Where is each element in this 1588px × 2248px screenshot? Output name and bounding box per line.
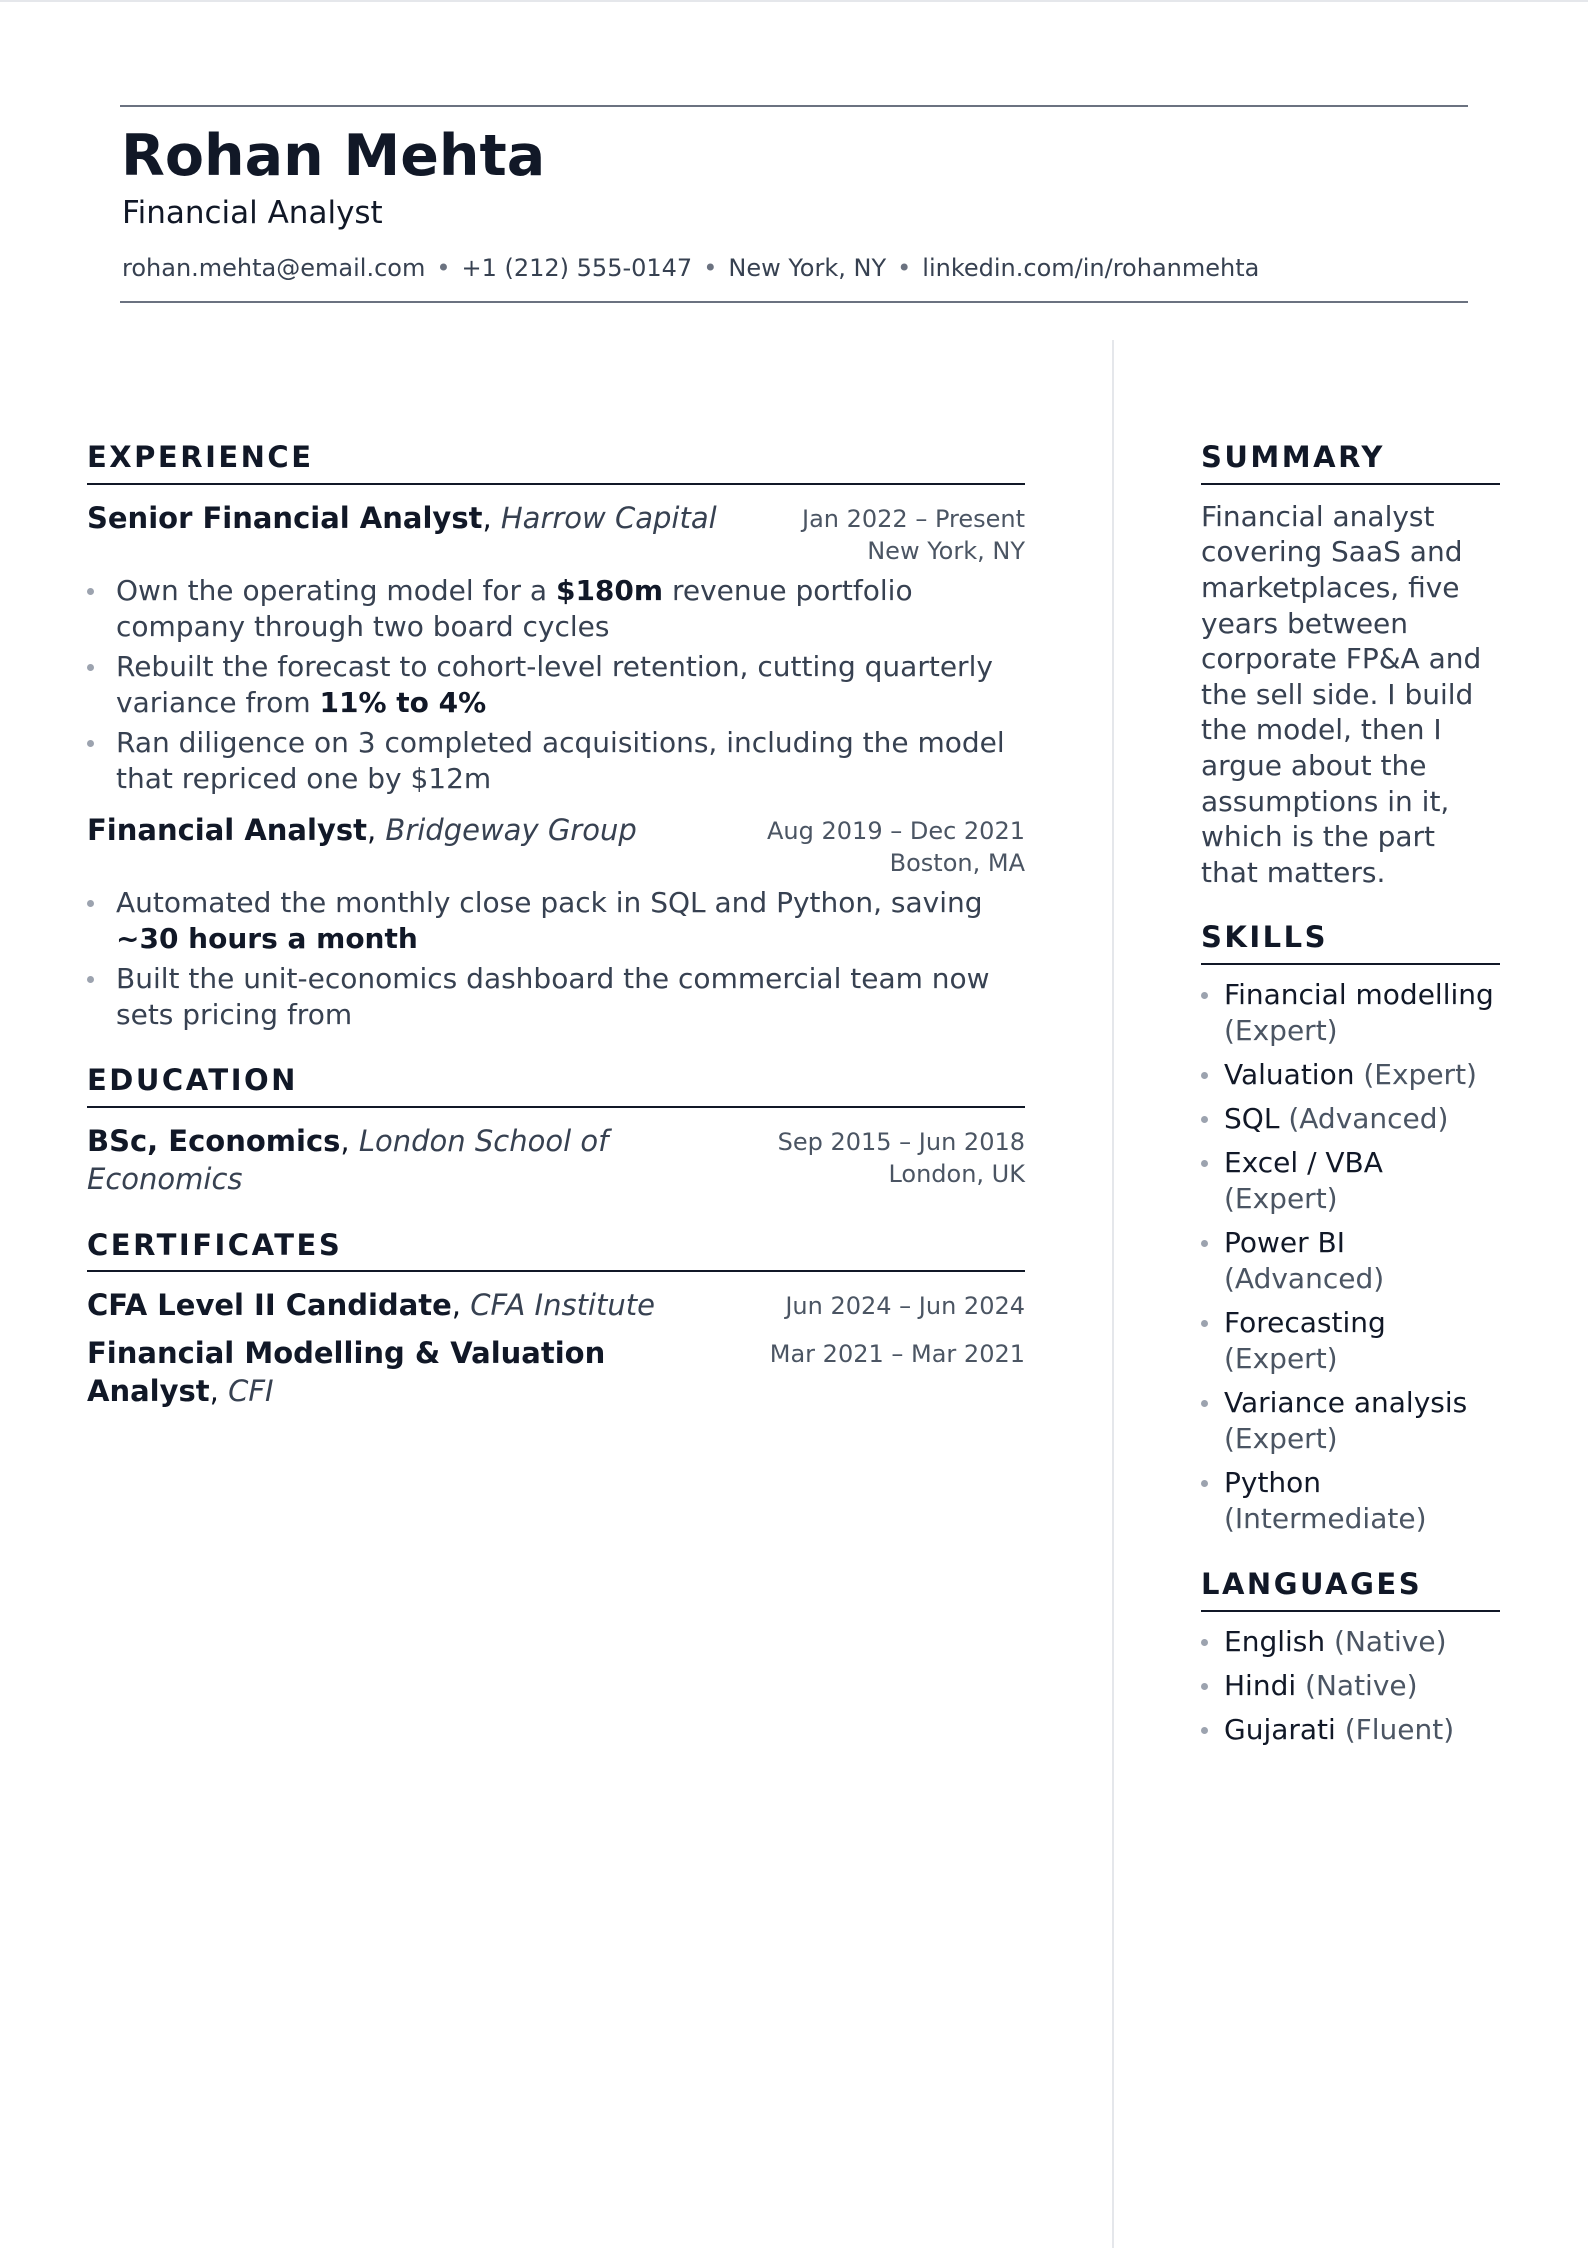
entry-title: CFA Level II Candidate, CFA Institute [87,1288,655,1323]
bullet-dot-icon [87,976,94,983]
language-item [1201,1712,1500,1748]
contact-linkedin[interactable]: linkedin.com/in/rohanmehta [922,254,1260,282]
skill-name: Power BI [1224,1226,1346,1260]
language-name: Hindi [1224,1668,1297,1702]
experience-section [87,440,1025,1033]
skill-item [1201,1145,1500,1217]
contact-phone[interactable]: +1 (212) 555-0147 [461,254,693,282]
languages-section [1201,1567,1500,1748]
skill-name: Valuation [1224,1058,1355,1092]
entry-meta [778,1122,1025,1190]
bullet-dot-icon [1201,1727,1208,1734]
skill-item [1201,1465,1500,1537]
skill-item [1201,1225,1500,1297]
entry-header [87,1122,1025,1198]
bullet-dot-icon [1201,1639,1208,1646]
entry-meta [802,499,1025,567]
language-item [1201,1624,1500,1660]
certificates-section [87,1228,1025,1411]
skill-name: SQL [1224,1102,1280,1136]
certificate-name: Financial Modelling & Valuation Analyst [87,1336,606,1409]
entry-meta [785,1286,1025,1322]
contact-separator: • [436,254,451,282]
languages-list [1201,1624,1500,1748]
entry-dates: Jun 2024 – Jun 2024 [785,1292,1025,1321]
language-name: English [1224,1624,1326,1658]
bullet-dot-icon [87,900,94,907]
certificate-issuer: CFI [228,1374,274,1409]
section-title: LANGUAGES [1201,1567,1500,1612]
summary-section [1201,440,1500,890]
sidebar-column [1201,440,1500,1778]
contact-line [122,254,1259,282]
certificate-entry [87,1286,1025,1324]
bullet-dot-icon [1201,992,1208,999]
section-title: SUMMARY [1201,440,1500,485]
entry-header [87,1334,1025,1410]
achievement-item: Own the operating model for a $180m revenue portfolio company through two board cycles [87,573,1025,645]
language-name: Gujarati [1224,1712,1336,1746]
language-level: (Native) [1334,1624,1447,1658]
entry-header [87,499,1025,567]
certificate-name: CFA Level II Candidate [87,1288,452,1323]
achievement-list [87,885,1025,1033]
bullet-dot-icon [1201,1240,1208,1247]
language-level: (Native) [1305,1668,1418,1702]
bullet-dot-icon [1201,1480,1208,1487]
achievement-item: Ran diligence on 3 completed acquisitions, including the model that repriced one by $12m [87,725,1025,797]
employer: Bridgeway Group [385,812,637,847]
achievement-list [87,573,1025,797]
section-title: SKILLS [1201,920,1500,965]
skill-item [1201,1101,1500,1137]
achievement-item: Rebuilt the forecast to cohort-level retention, cutting quarterly variance from 11% to 4% [87,649,1025,721]
entry-location: New York, NY [867,536,1025,565]
entry-title: BSc, Economics, London School of Economics [87,1123,609,1196]
entry-location: Boston, MA [889,848,1025,877]
page-top-border [0,0,1588,2]
skill-item [1201,1057,1500,1093]
entry-meta [767,811,1025,879]
skill-name: Variance analysis [1224,1386,1468,1420]
contact-separator: • [897,254,912,282]
bullet-dot-icon [1201,1160,1208,1167]
skill-name: Excel / VBA [1224,1146,1383,1180]
certificate-entry [87,1334,1025,1410]
contact-email[interactable]: rohan.mehta@email.com [122,254,426,282]
skill-level: (Advanced) [1288,1102,1449,1136]
experience-entry [87,499,1025,797]
language-item [1201,1668,1500,1704]
section-title: CERTIFICATES [87,1228,1025,1273]
achievement-item: Automated the monthly close pack in SQL and Python, saving ~30 hours a month [87,885,1025,957]
experience-entry [87,811,1025,1033]
contact-separator: • [703,254,718,282]
entry-meta [770,1334,1025,1370]
certificate-issuer: CFA Institute [470,1288,655,1323]
entry-title: Financial Analyst, Bridgeway Group [87,812,637,847]
skills-section [1201,920,1500,1537]
contact-location: New York, NY [728,254,887,282]
skill-level: (Expert) [1224,1342,1338,1376]
skill-level: (Expert) [1363,1058,1477,1092]
resume-header [120,105,1468,303]
achievement-item: Built the unit-economics dashboard the commercial team now sets pricing from [87,961,1025,1033]
bullet-dot-icon [1201,1683,1208,1690]
bullet-dot-icon [1201,1072,1208,1079]
employer: Harrow Capital [500,500,717,535]
skill-level: (Expert) [1224,1182,1338,1216]
candidate-name: Rohan Mehta [121,123,546,189]
skill-name: Python [1224,1466,1322,1500]
entry-title: Senior Financial Analyst, Harrow Capital [87,500,717,535]
summary-text: Financial analyst covering SaaS and marketplaces, five years between corporate FP&A and the sell side. I build the model, then I argue about the assumptions in it, which is the part that matters. [1201,499,1482,889]
degree: BSc, Economics [87,1123,341,1158]
entry-dates: Mar 2021 – Mar 2021 [769,1340,1025,1369]
job-role: Financial Analyst [87,812,367,847]
job-role: Senior Financial Analyst [87,500,483,535]
entry-header [87,1286,1025,1324]
language-level: (Fluent) [1344,1712,1455,1746]
skill-item [1201,1385,1500,1457]
section-title: EXPERIENCE [87,440,1025,485]
entry-dates: Jan 2022 – Present [801,504,1025,533]
entry-dates: Aug 2019 – Dec 2021 [767,816,1025,845]
skill-name: Forecasting [1224,1306,1386,1340]
bullet-dot-icon [1201,1320,1208,1327]
main-column [87,440,1025,1440]
entry-header [87,811,1025,879]
section-title: EDUCATION [87,1063,1025,1108]
column-divider [1112,340,1114,2248]
entry-title: Financial Modelling & Valuation Analyst, CFI [87,1336,606,1409]
skill-level: (Intermediate) [1224,1502,1427,1536]
skill-item [1201,977,1500,1049]
skills-list [1201,977,1500,1537]
skill-level: (Expert) [1224,1014,1338,1048]
candidate-headline: Financial Analyst [122,195,383,231]
education-entry [87,1122,1025,1198]
bullet-dot-icon [87,664,94,671]
skill-item [1201,1305,1500,1377]
entry-dates: Sep 2015 – Jun 2018 [777,1127,1025,1156]
bullet-dot-icon [87,588,94,595]
education-section [87,1063,1025,1198]
institution: London School of Economics [87,1123,609,1196]
bullet-dot-icon [1201,1116,1208,1123]
skill-name: Financial modelling [1224,978,1494,1012]
bullet-dot-icon [1201,1400,1208,1407]
entry-location: London, UK [888,1159,1025,1188]
skill-level: (Expert) [1224,1422,1338,1456]
bullet-dot-icon [87,740,94,747]
skill-level: (Advanced) [1224,1262,1385,1296]
